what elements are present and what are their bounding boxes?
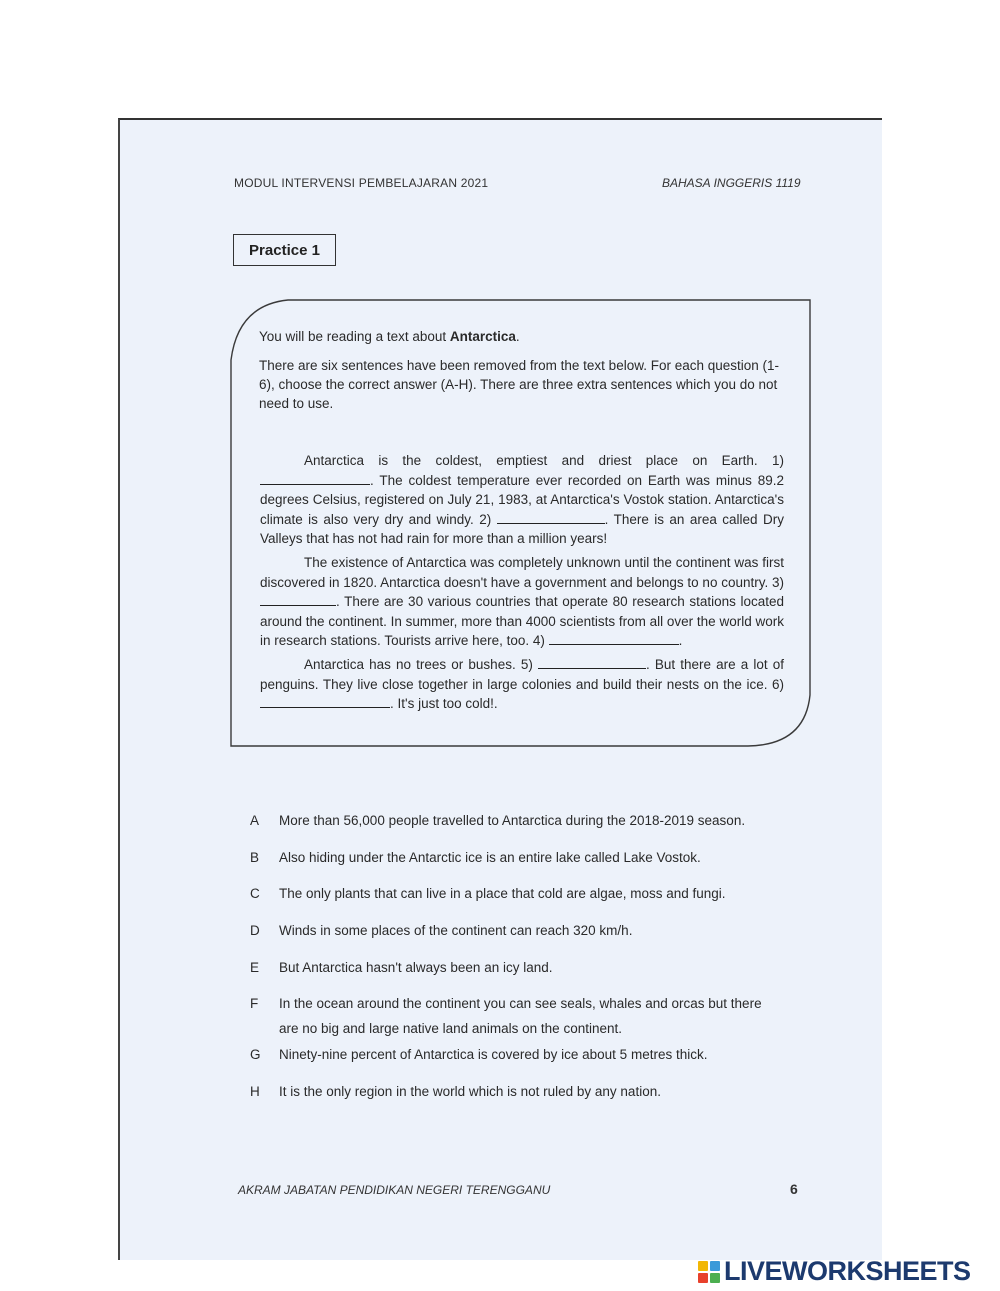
passage-paragraph-1: Antarctica is the coldest, emptiest and driest place on Earth. 1) . The coldest temperature ever recorded on Earth was minus 89.2 degrees Celsius, registered on July 21, 1983, at Antarctica's Vostok station. Antarctica's climate is also very dry and windy. 2) . There is an area called Dry Valleys that has not had rain for more than a million years! [260, 453, 784, 546]
answer-blank-4[interactable] [549, 631, 679, 645]
passage-paragraph-3: Antarctica has no trees or bushes. 5) . But there are a lot of penguins. They live close together in large colonies and build their nests on the ice. 6) . It's just too cold!. [260, 657, 784, 711]
watermark-text: LIVEWORKSHEETS [724, 1256, 971, 1286]
answer-blank-6[interactable] [260, 694, 390, 708]
option-a: A More than 56,000 people travelled to Antarctica during the 2018-2019 season. [250, 813, 746, 828]
answer-blank-5[interactable] [538, 655, 646, 669]
practice-label: Practice 1 [233, 234, 336, 266]
option-c: C The only plants that can live in a place that cold are algae, moss and fungi. [250, 886, 726, 901]
topic-word: Antarctica [449, 329, 516, 344]
answer-blank-2[interactable] [497, 510, 605, 524]
subject-header: BAHASA INGGERIS 1119 [662, 176, 801, 190]
option-h: H It is the only region in the world which is not ruled by any nation. [250, 1084, 661, 1099]
module-header: MODUL INTERVENSI PEMBELAJARAN 2021 [234, 176, 489, 190]
instructions: There are six sentences have been removed from the text below. For each question (1- 6), choose the correct answer (A-H). There are three extra sentences which you do not need to use. [259, 358, 780, 411]
option-b: B Also hiding under the Antarctic ice is an entire lake called Lake Vostok. [250, 850, 701, 865]
option-g: G Ninety-nine percent of Antarctica is covered by ice about 5 metres thick. [250, 1047, 708, 1062]
option-f-continued: are no big and large native land animals on the continent. [279, 1021, 622, 1036]
option-e: E But Antarctica hasn't always been an icy land. [250, 960, 553, 975]
option-f: F In the ocean around the continent you can see seals, whales and orcas but there [250, 996, 762, 1011]
answer-blank-3[interactable] [260, 592, 336, 606]
passage-paragraph-2: The existence of Antarctica was completely unknown until the continent was first discovered in 1820. Antarctica doesn't have a government and belongs to no country. 3) . There are 30 various countries that operate 80 research stations located around the continent. In summer, more than 4000 scientists from all over the world work in research stations. Tourists arrive here, too. 4) . [260, 555, 784, 648]
option-d: D Winds in some places of the continent can reach 320 km/h. [250, 923, 633, 938]
liveworksheets-watermark [698, 1256, 971, 1287]
footer-publisher: AKRAM JABATAN PENDIDIKAN NEGERI TERENGGANU [238, 1183, 551, 1197]
page-number: 6 [790, 1181, 798, 1197]
answer-blank-1[interactable] [260, 471, 370, 485]
intro-line: You will be reading a text about Antarctica. [259, 329, 520, 344]
liveworksheets-logo-icon [698, 1261, 720, 1283]
